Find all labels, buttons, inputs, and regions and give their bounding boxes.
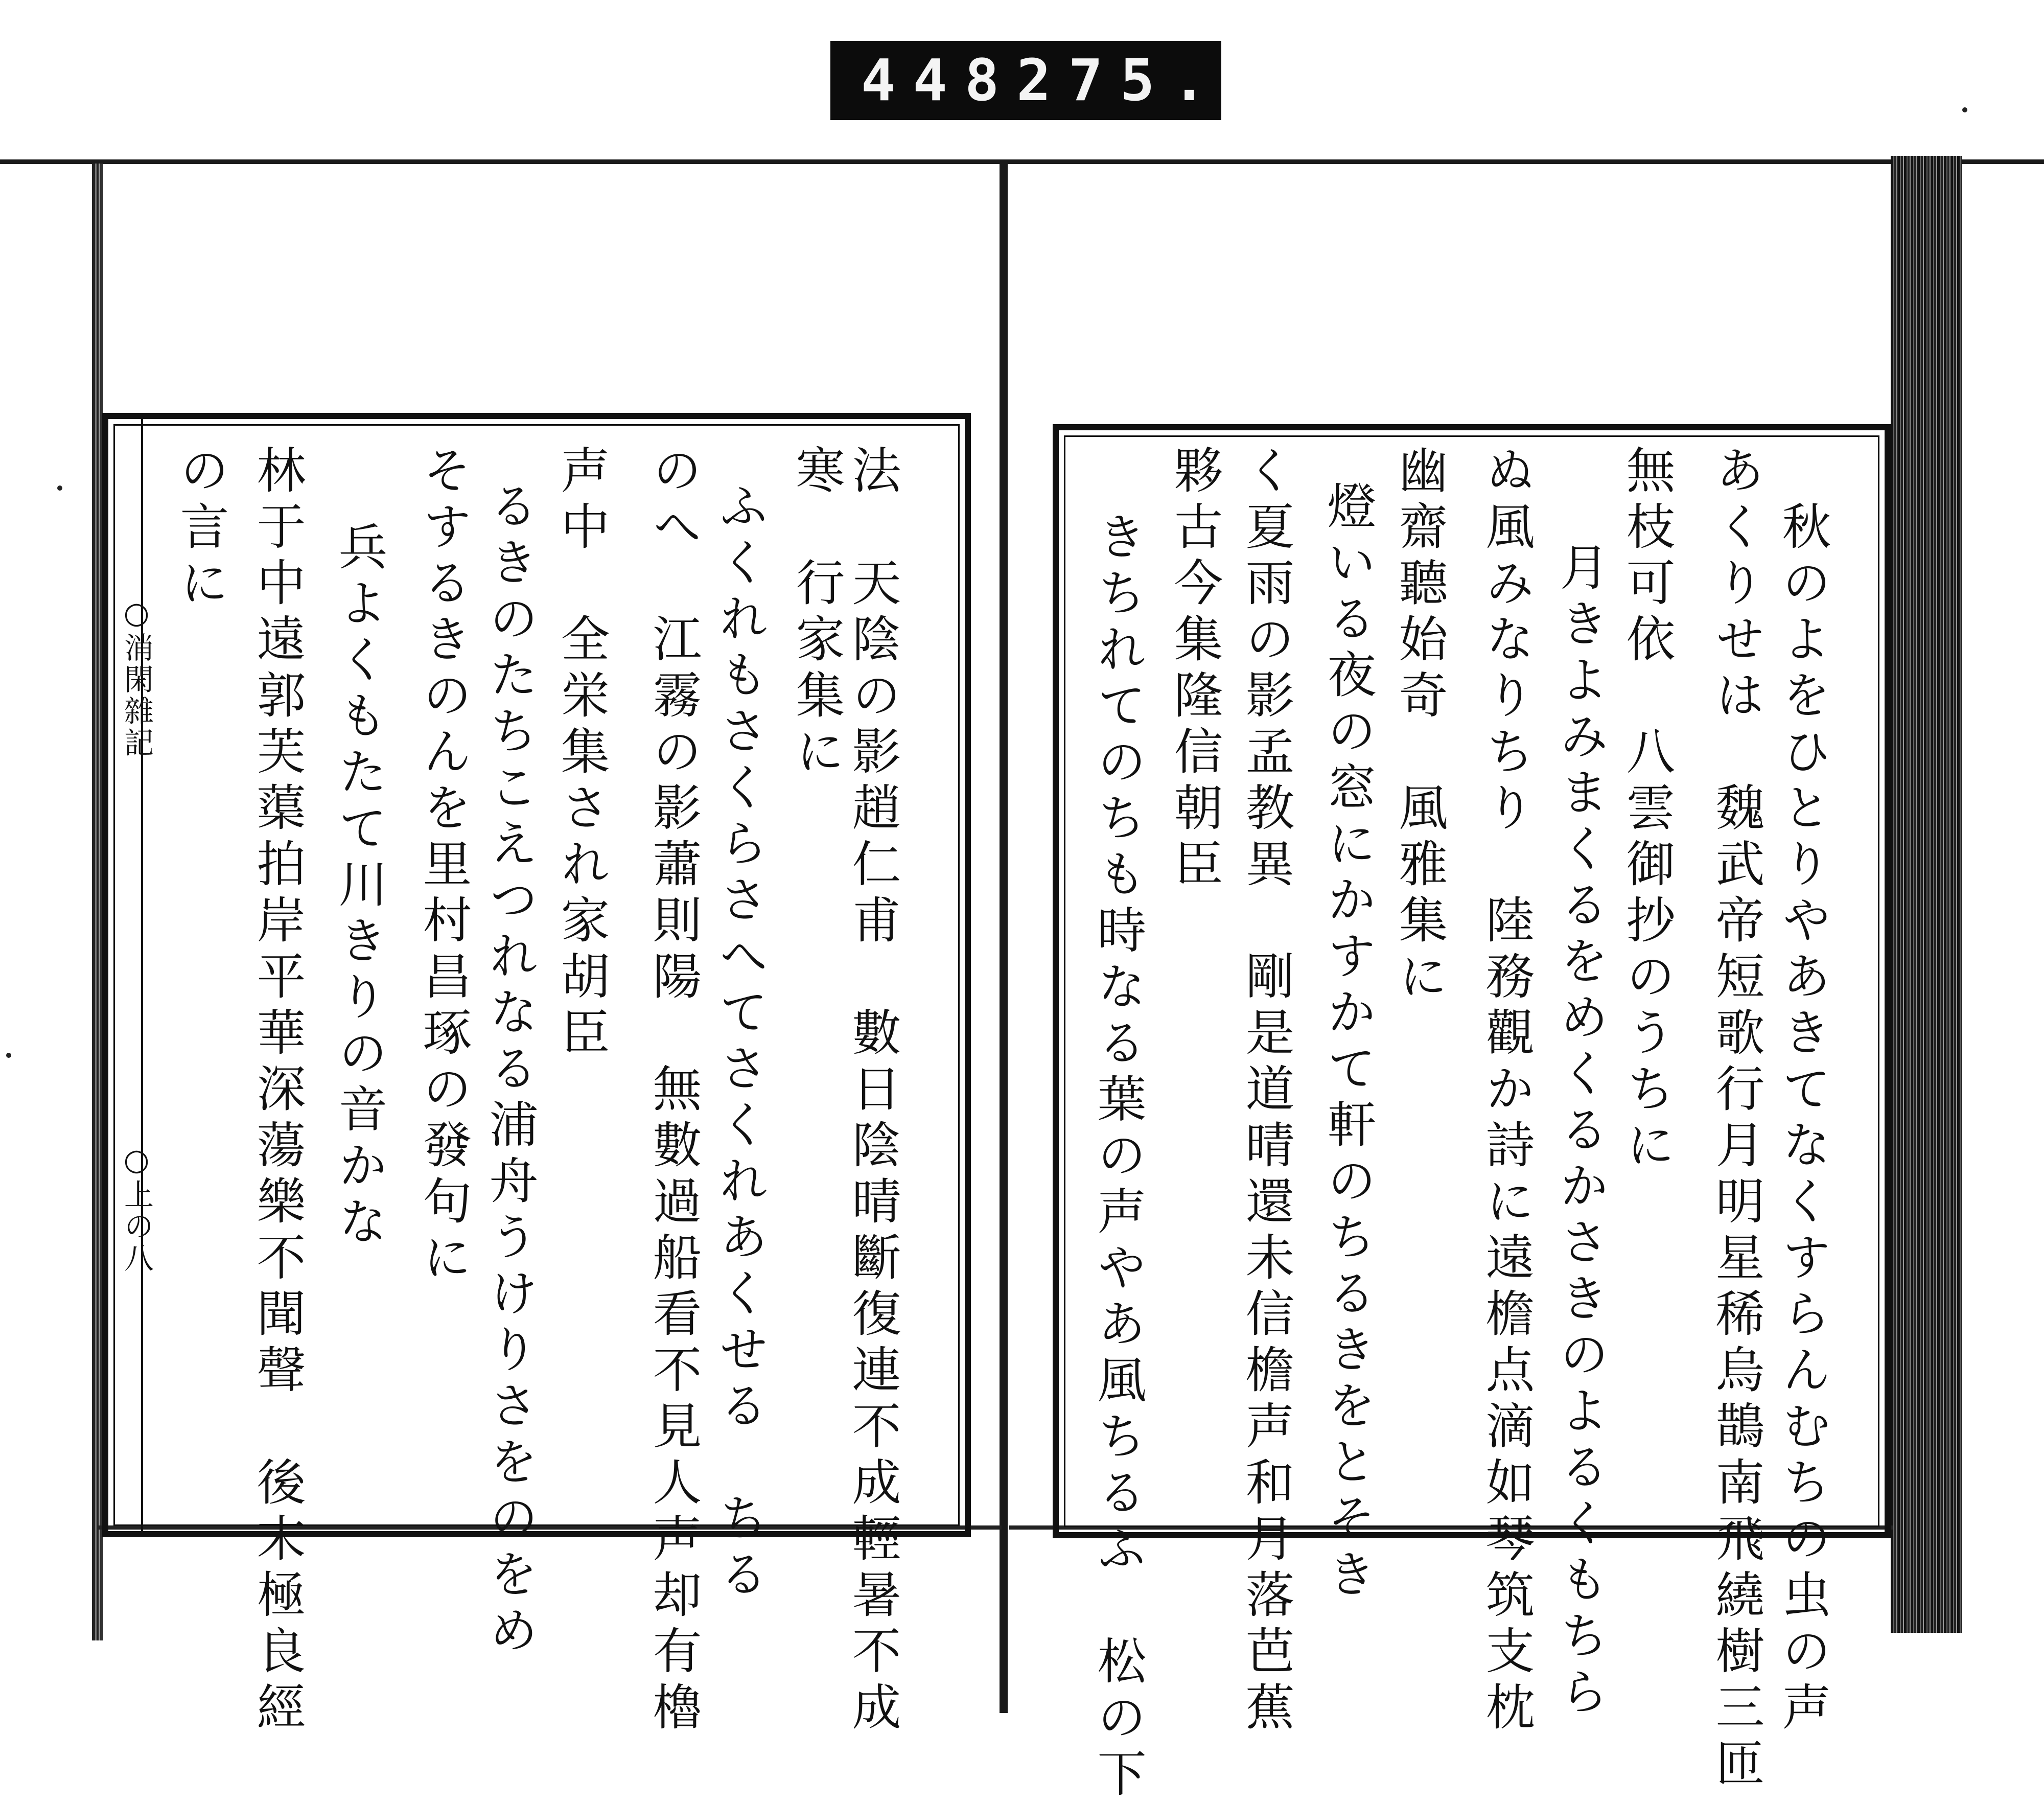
scan-speck (57, 485, 62, 491)
right-text-column: く夏雨の影孟教異 剛是道晴還未信檐声和月落芭蕉 (1238, 445, 1295, 1738)
top-rule (0, 159, 2044, 164)
right-text-column: 燈いる夜の窓にかすかて軒のちるきをとそき (1319, 480, 1377, 1605)
catalog-number-label (830, 41, 1224, 120)
left-text-column: のへ 江霧の影蕭則陽 無數過船看不見人声却有櫓 (645, 445, 702, 1738)
left-text-column: 声中 全栄集され家胡臣 (553, 445, 610, 1063)
left-text-column: ふくれもさくらさへてさくれあくせる ちる (711, 480, 769, 1605)
right-text-column: 秋のよをひとりやあきてなくすらんむちの虫の声 (1774, 501, 1831, 1738)
right-text-column: 月きよみまくるをめくるかさきのよるくもちら (1552, 542, 1609, 1722)
left-page-edge (92, 164, 103, 1640)
scan-speck (6, 1053, 11, 1058)
left-text-column: るきのたちこえつれなる浦舟うけりさをのをめ (481, 480, 539, 1661)
right-text-column: あくりせは 魏武帝短歌行月明星稀烏鵲南飛繞樹三匝 (1708, 445, 1765, 1794)
left-margin-title: ○消閑雜記 (119, 595, 154, 759)
left-text-column: 寒 行家集に (788, 445, 845, 782)
right-text-column: ぬ風みなりちり 陸務觀か詩に遠檐点滴如琴筑支枕 (1478, 445, 1535, 1738)
left-margin-page-number: ○上の八 (119, 1142, 154, 1274)
scan-speck (1962, 107, 1967, 112)
catalog-number-right: 275. (1016, 47, 1224, 114)
right-text-column: 夥古今集隆信朝臣 (1166, 445, 1223, 894)
left-text-column: 法 天陰の影趙仁甫 數日陰晴斷復連不成輕暑不成 (844, 445, 901, 1738)
right-text-column: 幽齋聽始奇 風雅集に (1391, 445, 1448, 1007)
left-margin-rule (141, 419, 143, 1531)
left-text-column: そするきのんを里村昌琢の發句に (415, 445, 472, 1288)
left-text-column: 林于中遠郭芙蕖拍岸平華深蕩樂不聞聲 後末極良經 (249, 445, 306, 1738)
right-text-column: 無枝可依 八雲御抄のうちに (1618, 445, 1676, 1175)
left-text-column: 兵よくもたて川きりの音かな (331, 521, 388, 1252)
catalog-number-left: 448 (861, 47, 1017, 114)
right-text-column: きちれてのちも時なる葉の声やあ風ちるふ 松の下 (1089, 511, 1147, 1804)
book-spine (1000, 159, 1008, 1713)
left-text-column: の言に (172, 445, 229, 613)
right-page-stack (1891, 156, 1962, 1633)
